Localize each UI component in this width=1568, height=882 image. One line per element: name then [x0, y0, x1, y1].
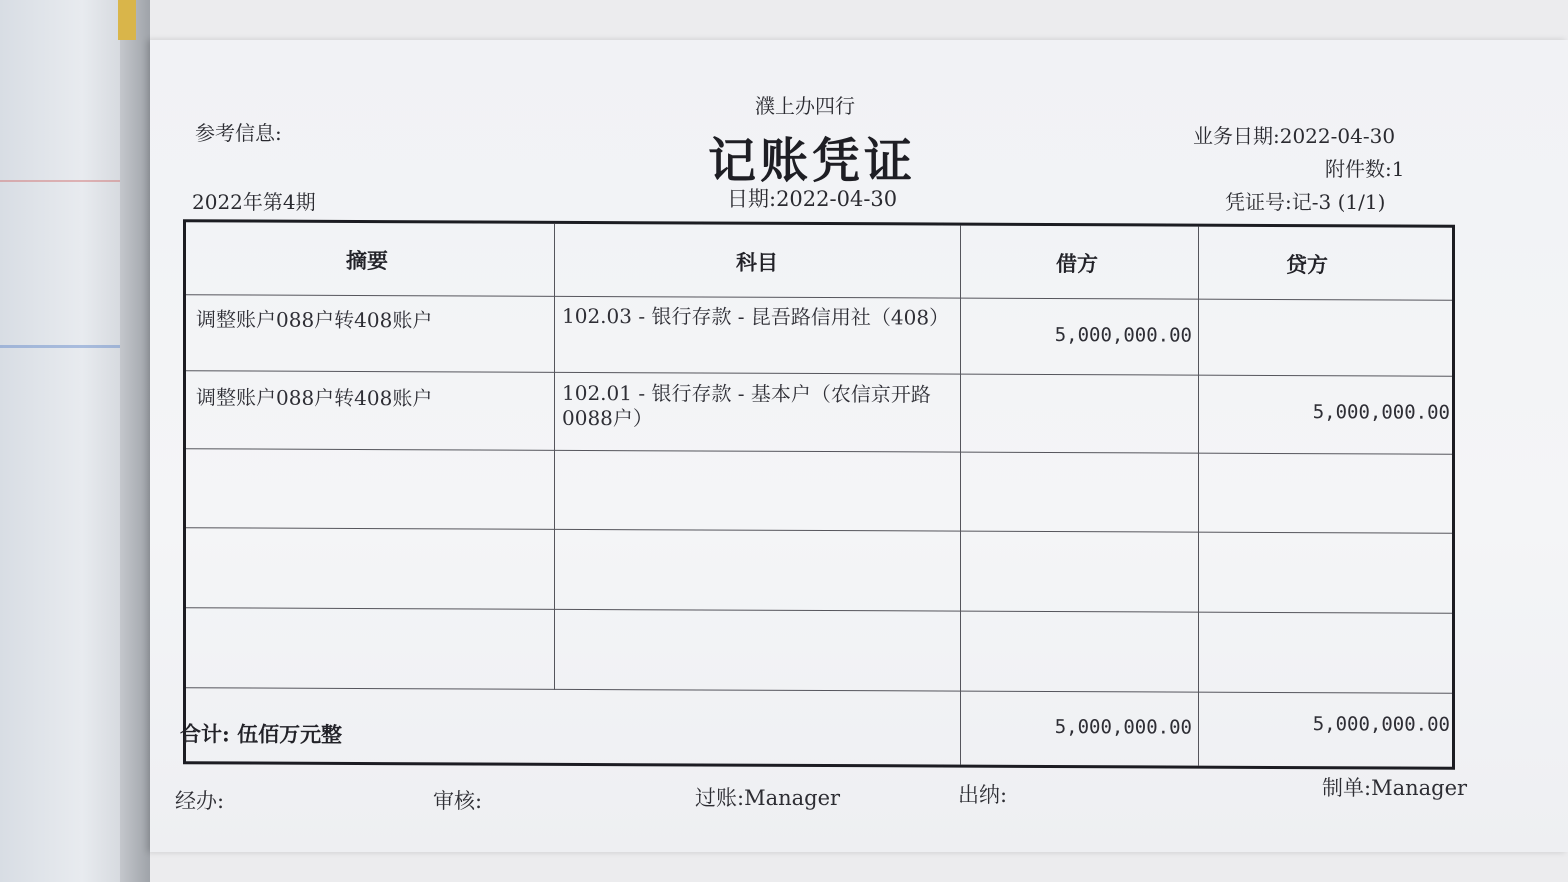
row1-debit: 5,000,000.00 — [1054, 324, 1192, 347]
row2-credit: 5,000,000.00 — [1312, 401, 1450, 424]
row1-account: 102.03 - 银行存款 - 昆吾路信用社（408） — [562, 303, 950, 330]
total-credit: 5,000,000.00 — [1312, 713, 1450, 736]
reviewer-label: 审核: — [433, 789, 483, 813]
header-debit: 借方 — [1056, 251, 1098, 277]
header-summary: 摘要 — [346, 247, 388, 274]
column-divider — [554, 224, 555, 690]
accounting-period: 2022年第4期 — [192, 190, 316, 214]
table-row — [186, 528, 1452, 614]
yellow-cover-edge — [118, 0, 136, 40]
column-divider — [1198, 227, 1199, 766]
preparer-label: 制单:Manager — [1322, 776, 1468, 800]
total-debit: 5,000,000.00 — [1054, 716, 1192, 739]
total-amount-in-words: 合计: 伍佰万元整 — [180, 721, 343, 747]
voucher-table — [180, 219, 1455, 770]
column-divider — [960, 226, 961, 765]
reference-info-label: 参考信息: — [195, 121, 282, 145]
row2-summary: 调整账户088户转408账户 — [196, 385, 433, 411]
left-book-page — [0, 0, 150, 882]
attachment-count: 附件数:1 — [1325, 157, 1405, 181]
header-account: 科目 — [736, 249, 778, 275]
header-credit: 贷方 — [1286, 252, 1328, 278]
business-date: 业务日期:2022-04-30 — [1193, 124, 1396, 148]
handler-label: 经办: — [175, 789, 225, 813]
table-row — [186, 449, 1452, 534]
voucher-title: 记账凭证 — [708, 133, 917, 189]
row2-account: 102.01 - 银行存款 - 基本户（农信京开路0088户） — [562, 380, 931, 431]
row1-summary: 调整账户088户转408账户 — [196, 307, 433, 333]
organization-name: 濮上办四行 — [755, 94, 855, 118]
book-spine — [120, 0, 150, 882]
cashier-label: 出纳: — [958, 783, 1008, 807]
voucher-number: 凭证号:记-3 (1/1) — [1225, 190, 1386, 214]
poster-label: 过账:Manager — [695, 786, 841, 810]
table-row — [186, 608, 1452, 694]
voucher-date: 日期:2022-04-30 — [727, 187, 898, 211]
